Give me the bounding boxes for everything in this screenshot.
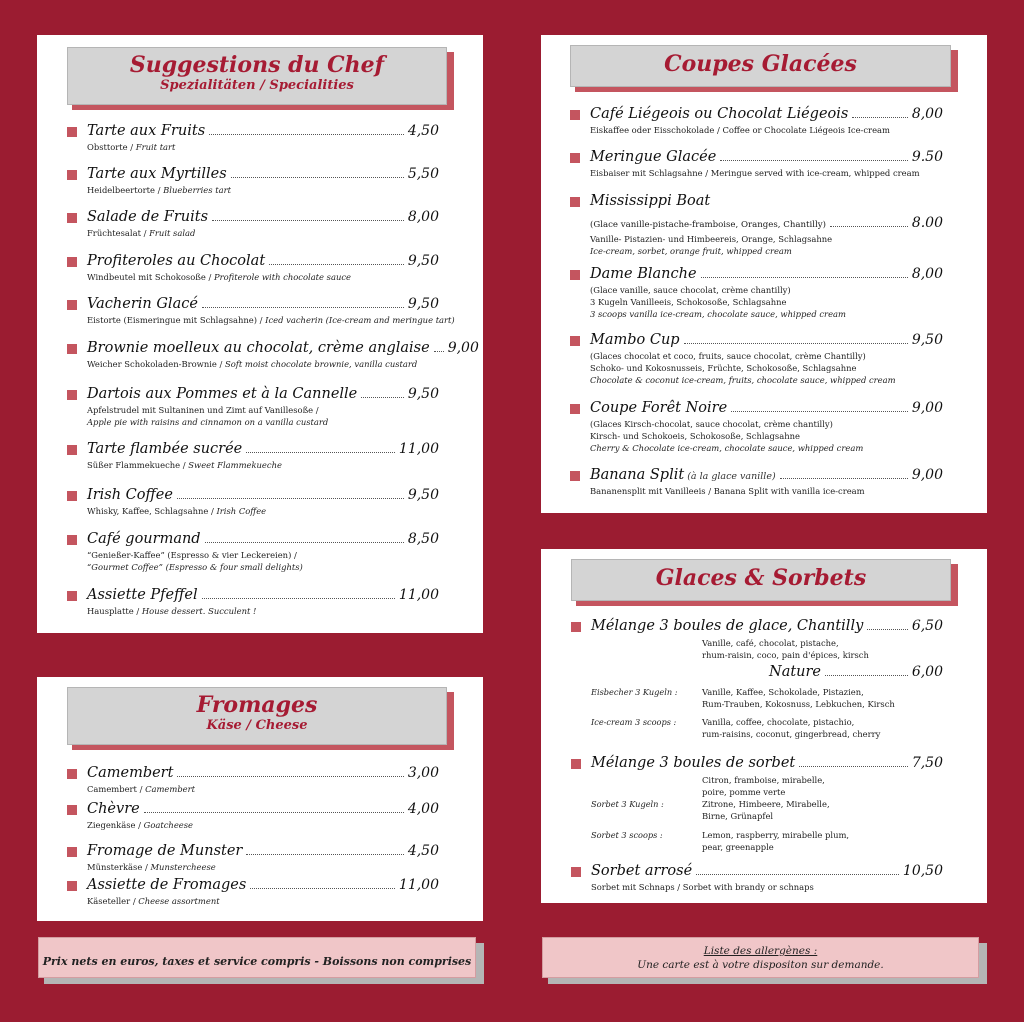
bullet-icon — [570, 270, 580, 280]
dot-leader — [720, 160, 908, 161]
list-item — [67, 531, 439, 571]
coupes-title: Coupes Glacées — [664, 51, 857, 77]
coupes-header — [570, 45, 951, 87]
item-price: 4,50 — [407, 843, 439, 859]
item-description-de: Früchtesalat — [87, 228, 141, 238]
item-title-row — [87, 209, 439, 225]
bullet-icon — [67, 491, 77, 501]
item-name: Café gourmand — [87, 531, 201, 547]
dot-leader — [209, 134, 404, 135]
item-description-en: Munstercheese — [150, 862, 216, 872]
item-title-row — [87, 587, 439, 603]
item-price: 8.00 — [911, 215, 943, 231]
item-price: 4,50 — [407, 123, 439, 139]
dot-leader — [696, 874, 899, 875]
item-description-en: Apple pie with raisins and cinnamon on a vanilla custard — [87, 417, 329, 427]
item-description: Ziegenkäse / Goatcheese — [87, 820, 193, 830]
item-description: Weicher Schokoladen-Brownie / Soft moist chocolate brownie, vanilla custard — [87, 359, 418, 369]
chef-header — [67, 47, 447, 105]
item-title-row — [87, 801, 439, 817]
eisbecher-flavors: Vanille, Kaffee, Schokolade, Pistazien, Rum-Trauben, Kokosnuss, Lebkuchen, Kirsch — [702, 687, 895, 709]
glaces-header — [571, 559, 951, 601]
item-name: Mélange 3 boules de sorbet — [591, 755, 796, 771]
item-price: 8,00 — [407, 209, 439, 225]
item-name: Camembert — [87, 765, 174, 781]
chef-panel — [37, 35, 483, 633]
item-note: (à la glace vanille) — [687, 471, 776, 482]
dot-leader — [830, 226, 908, 227]
list-item — [570, 467, 943, 527]
dot-leader — [177, 776, 403, 777]
list-item — [570, 332, 943, 392]
dot-leader — [231, 177, 404, 178]
item-title-row — [87, 340, 479, 356]
bullet-icon — [570, 404, 580, 414]
item-description-line: Cherry & Chocolate ice-cream, chocolate sauce, whipped cream — [590, 443, 864, 453]
dot-leader — [731, 411, 908, 412]
allergens-link[interactable]: Liste des allergènes : — [703, 945, 818, 957]
bullet-icon — [67, 390, 77, 400]
item-description-de: Eistorte (Eismeringue mit Schlagsahne) — [87, 315, 257, 325]
item-description-en: Fruit tart — [135, 142, 176, 152]
list-item — [570, 400, 943, 460]
item-name: Sorbet arrosé — [591, 863, 693, 879]
item-name: Salade de Fruits — [87, 209, 209, 225]
item-description — [590, 418, 863, 454]
list-item — [67, 253, 439, 293]
item-name: Tarte flambée sucrée — [87, 441, 243, 457]
bullet-icon — [570, 471, 580, 481]
dot-leader — [144, 812, 404, 813]
list-item-sorbet-arrose — [571, 863, 943, 899]
item-name: Assiette de Fromages — [87, 877, 247, 893]
item-description-de: Süßer Flammekueche — [87, 460, 181, 470]
item-description-de: Apfelstrudel mit Sultaninen und Zimt auf Vanillesoße / — [87, 405, 319, 415]
item-title-row — [87, 765, 439, 781]
list-item — [570, 193, 943, 256]
item-description: Obsttorte / Fruit tart — [87, 142, 176, 152]
item-description — [590, 124, 890, 136]
list-item — [67, 386, 439, 426]
item-description-de: Münsterkäse — [87, 862, 143, 872]
list-item-melange-glace — [571, 618, 943, 638]
item-price: 9,00 — [911, 400, 943, 416]
item-description-line: Schoko- und Kokosnusseis, Früchte, Schokosoße, Schlagsahne — [590, 363, 857, 373]
item-description-line: Vanille- Pistazien- und Himbeereis, Orange, Schlagsahne — [590, 234, 833, 244]
item-description-line: (Glaces chocolat et coco, fruits, sauce chocolat, crème Chantilly) — [590, 351, 866, 361]
item-description-en: Goatcheese — [143, 820, 193, 830]
item-price: 6,50 — [911, 618, 943, 634]
melange-glace-flavors: Vanille, café, chocolat, pistache, rhum-raisin, coco, pain d'épices, kirsch — [702, 638, 869, 660]
list-item — [67, 123, 439, 163]
item-description: Windbeutel mit Schokosoße / Profiterole with chocolate sauce — [87, 272, 351, 282]
item-price: 9,50 — [407, 386, 439, 402]
eisbecher-label: Eisbecher 3 Kugeln : — [591, 687, 678, 697]
item-description-line: Chocolate & coconut ice-cream, fruits, chocolate sauce, whipped cream — [590, 375, 896, 385]
dot-leader — [269, 264, 404, 265]
bullet-icon — [67, 127, 77, 137]
melange-sorbet-flavors: Citron, framboise, mirabelle, poire, pomme verte — [702, 775, 825, 797]
item-name: Mambo Cup — [590, 332, 680, 348]
cheese-header — [67, 687, 447, 745]
item-price: 11,00 — [398, 441, 439, 457]
item-price: 8,00 — [911, 266, 943, 282]
icecream-label: Ice-cream 3 scoops : — [591, 717, 677, 727]
list-item — [67, 801, 439, 841]
item-price: 7,50 — [911, 755, 943, 771]
item-name: Dartois aux Pommes et à la Cannelle — [87, 386, 358, 402]
item-description-de: Heidelbeertorte — [87, 185, 155, 195]
item-description — [590, 167, 920, 179]
bullet-icon — [571, 622, 581, 632]
item-description-line: Eisbaiser mit Schlagsahne / Meringue served with ice-cream, whipped cream — [590, 168, 920, 178]
item-title-row — [87, 296, 439, 312]
dot-leader — [250, 888, 395, 889]
item-description-en: Sweet Flammekueche — [188, 460, 282, 470]
bullet-icon — [67, 881, 77, 891]
item-title-row — [87, 877, 439, 893]
item-description — [590, 233, 832, 257]
sorbet-en-flavors: Lemon, raspberry, mirabelle plum, pear, greenapple — [702, 830, 850, 852]
item-description: Sorbet mit Schnaps / Sorbet with brandy or schnaps — [591, 882, 814, 892]
dot-leader — [701, 277, 908, 278]
item-title-row — [590, 149, 943, 165]
item-description-line: Bananensplit mit Vanilleeis / Banana Split with vanilla ice-cream — [590, 486, 865, 496]
dot-leader — [212, 220, 404, 221]
glaces-title: Glaces & Sorbets — [655, 565, 867, 591]
item-description-en: Camembert — [145, 784, 196, 794]
item-description-en: House dessert. Succulent ! — [141, 606, 257, 616]
item-description-line: Kirsch- und Schokoeis, Schokosoße, Schlagsahne — [590, 431, 800, 441]
dot-leader — [361, 397, 404, 398]
item-price: 6,00 — [911, 664, 943, 680]
item-description-en: Profiterole with chocolate sauce — [213, 272, 351, 282]
item-name: Chèvre — [87, 801, 140, 817]
item-name: Meringue Glacée — [590, 149, 717, 165]
cheese-title: Fromages — [196, 692, 318, 718]
item-description-en: Blueberries tart — [163, 185, 231, 195]
item-name: Brownie moelleux au chocolat, crème anglaise — [87, 340, 430, 356]
cheese-panel — [37, 677, 483, 921]
item-description-en: “Gourmet Coffee” (Espresso & four small delights) — [87, 562, 303, 572]
icecream-flavors: Vanilla, coffee, chocolate, pistachio, rum-raisins, coconut, gingerbread, cherry — [702, 717, 881, 739]
item-description-line: 3 Kugeln Vanilleeis, Schokosoße, Schlagsahne — [590, 297, 787, 307]
item-price: 9,50 — [407, 296, 439, 312]
item-price: 11,00 — [398, 587, 439, 603]
coupes-panel — [541, 35, 987, 513]
item-price: 11,00 — [398, 877, 439, 893]
item-description: Münsterkäse / Munstercheese — [87, 862, 216, 872]
item-description — [590, 284, 846, 320]
list-item-nature — [769, 664, 943, 680]
dot-leader — [205, 542, 404, 543]
bullet-icon — [67, 847, 77, 857]
item-price: 8,00 — [911, 106, 943, 122]
dot-leader — [684, 343, 908, 344]
item-description-en: Irish Coffee — [216, 506, 267, 516]
item-description-en: Iced vacherin (Ice-cream and meringue tart) — [265, 315, 455, 325]
item-name: Coupe Forêt Noire — [590, 400, 728, 416]
bullet-icon — [67, 805, 77, 815]
item-name: Assiette Pfeffel — [87, 587, 198, 603]
cheese-subtitle: Käse / Cheese — [206, 718, 308, 734]
item-description: Whisky, Kaffee, Schlagsahne / Irish Coffee — [87, 506, 267, 516]
item-price: 10,50 — [902, 863, 943, 879]
list-item — [67, 877, 439, 917]
item-title-row — [87, 123, 439, 139]
bullet-icon — [67, 300, 77, 310]
item-name: Fromage de Munster — [87, 843, 243, 859]
item-title-row — [590, 106, 943, 122]
item-description-line: 3 scoops vanilla ice-cream, chocolate sauce, whipped cream — [590, 309, 846, 319]
item-price: 9,50 — [407, 487, 439, 503]
bullet-icon — [67, 257, 77, 267]
item-title-row — [590, 193, 943, 209]
dot-leader — [852, 117, 907, 118]
item-title-row — [87, 531, 439, 547]
item-description-de: “Genießer-Kaffee” (Espresso & vier Leckereien) / — [87, 550, 297, 560]
dot-leader — [246, 452, 395, 453]
item-title-row — [590, 400, 943, 416]
item-title-row — [590, 266, 943, 282]
item-description: Käseteller / Cheese assortment — [87, 896, 220, 906]
item-price: 3,00 — [407, 765, 439, 781]
item-description-de: Obsttorte — [87, 142, 128, 152]
item-description-de: Hausplatte — [87, 606, 134, 616]
footer-prices-text: Prix nets en euros, taxes et service compris - Boissons non comprises — [42, 955, 472, 968]
bullet-icon — [571, 759, 581, 769]
list-item — [67, 587, 439, 627]
list-item — [67, 340, 479, 380]
list-item — [67, 765, 439, 805]
item-title-row — [590, 332, 943, 348]
bullet-icon — [67, 535, 77, 545]
item-description — [590, 350, 896, 386]
item-description — [87, 404, 328, 428]
item-description: Hausplatte / House dessert. Succulent ! — [87, 606, 257, 616]
item-description-en: Fruit salad — [149, 228, 196, 238]
item-description: Früchtesalat / Fruit salad — [87, 228, 196, 238]
bullet-icon — [571, 867, 581, 877]
bullet-icon — [570, 336, 580, 346]
item-description: Eistorte (Eismeringue mit Schlagsahne) / Iced vacherin (Ice-cream and meringue tart) — [87, 315, 455, 325]
glaces-panel — [541, 549, 987, 903]
item-title-row — [87, 386, 439, 402]
dot-leader — [780, 478, 908, 479]
list-item — [67, 487, 439, 527]
item-title-row — [590, 467, 943, 483]
chef-subtitle: Spezialitäten / Specialities — [160, 78, 354, 94]
bullet-icon — [67, 170, 77, 180]
item-name: Mississippi Boat — [590, 193, 711, 209]
bullet-icon — [67, 213, 77, 223]
item-sub: (Glace vanille-pistache-framboise, Oranges, Chantilly) — [590, 220, 826, 230]
item-name: Nature — [769, 664, 822, 680]
bullet-icon — [570, 153, 580, 163]
item-name: Café Liégeois ou Chocolat Liégeois — [590, 106, 849, 122]
item-name: Banana Split — [590, 467, 685, 483]
item-description-de: Käseteller — [87, 896, 133, 906]
item-price: 5,50 — [407, 166, 439, 182]
list-item — [67, 166, 439, 206]
sorbet-en-label: Sorbet 3 scoops : — [591, 830, 663, 840]
item-price: 9.50 — [911, 149, 943, 165]
dot-leader — [202, 598, 395, 599]
item-description-line: (Glace vanille, sauce chocolat, crème chantilly) — [590, 285, 791, 295]
item-description-de: Whisky, Kaffee, Schlagsahne — [87, 506, 209, 516]
footer-prices-note — [38, 937, 476, 978]
item-description-de: Ziegenkäse — [87, 820, 139, 830]
item-description-line: Eiskaffee oder Eisschokolade / Coffee or Chocolate Liégeois Ice-cream — [590, 125, 890, 135]
dot-leader — [177, 498, 404, 499]
sorbet-de-label: Sorbet 3 Kugeln : — [591, 799, 664, 809]
item-name: Dame Blanche — [590, 266, 697, 282]
item-description-en: Soft moist chocolate brownie, vanilla custard — [225, 359, 418, 369]
item-name: Irish Coffee — [87, 487, 173, 503]
item-name: Vacherin Glacé — [87, 296, 198, 312]
item-title-row — [87, 166, 439, 182]
item-description-en: Cheese assortment — [138, 896, 220, 906]
item-description: Heidelbeertorte / Blueberries tart — [87, 185, 231, 195]
item-description-de: Camembert — [87, 784, 140, 794]
item-sub-row — [590, 215, 943, 231]
dot-leader — [825, 675, 908, 676]
item-name: Tarte aux Fruits — [87, 123, 206, 139]
item-title-row — [87, 441, 439, 457]
item-name: Tarte aux Myrtilles — [87, 166, 227, 182]
item-name: Mélange 3 boules de glace, Chantilly — [591, 618, 864, 634]
dot-leader — [434, 351, 444, 352]
item-description: Süßer Flammekueche / Sweet Flammekueche — [87, 460, 282, 470]
bullet-icon — [67, 344, 77, 354]
item-description-de: Windbeutel mit Schokosoße — [87, 272, 206, 282]
item-price: 8,50 — [407, 531, 439, 547]
dot-leader — [799, 766, 908, 767]
bullet-icon — [67, 769, 77, 779]
allergens-text: Une carte est à votre dispositon sur demande. — [637, 959, 884, 971]
bullet-icon — [570, 197, 580, 207]
item-description — [87, 549, 303, 573]
dot-leader — [867, 629, 908, 630]
sorbet-de-flavors: Zitrone, Himbeere, Mirabelle, Birne, Grünapfel — [702, 799, 830, 821]
list-item — [67, 209, 439, 249]
item-title-row — [87, 487, 439, 503]
chef-title: Suggestions du Chef — [129, 52, 385, 78]
item-price: 9,00 — [447, 340, 479, 356]
item-description: Camembert / Camembert — [87, 784, 196, 794]
item-description-de: Weicher Schokoladen-Brownie — [87, 359, 217, 369]
item-title-row — [87, 253, 439, 269]
item-price: 9,50 — [911, 332, 943, 348]
item-description-line: Ice-cream, sorbet, orange fruit, whipped cream — [590, 246, 792, 256]
bullet-icon — [67, 445, 77, 455]
item-price: 9,50 — [407, 253, 439, 269]
item-price: 4,00 — [407, 801, 439, 817]
item-price: 9,00 — [911, 467, 943, 483]
item-description — [590, 485, 865, 497]
list-item — [570, 266, 943, 326]
dot-leader — [246, 854, 403, 855]
item-title-row — [87, 843, 439, 859]
list-item — [67, 441, 439, 481]
bullet-icon — [570, 110, 580, 120]
dot-leader — [202, 307, 404, 308]
list-item-melange-sorbet — [571, 755, 943, 775]
bullet-icon — [67, 591, 77, 601]
item-name: Profiteroles au Chocolat — [87, 253, 266, 269]
item-description-line: (Glaces Kirsch-chocolat, sauce chocolat, crème chantilly) — [590, 419, 833, 429]
list-item — [67, 296, 455, 336]
footer-allergens — [542, 937, 979, 978]
